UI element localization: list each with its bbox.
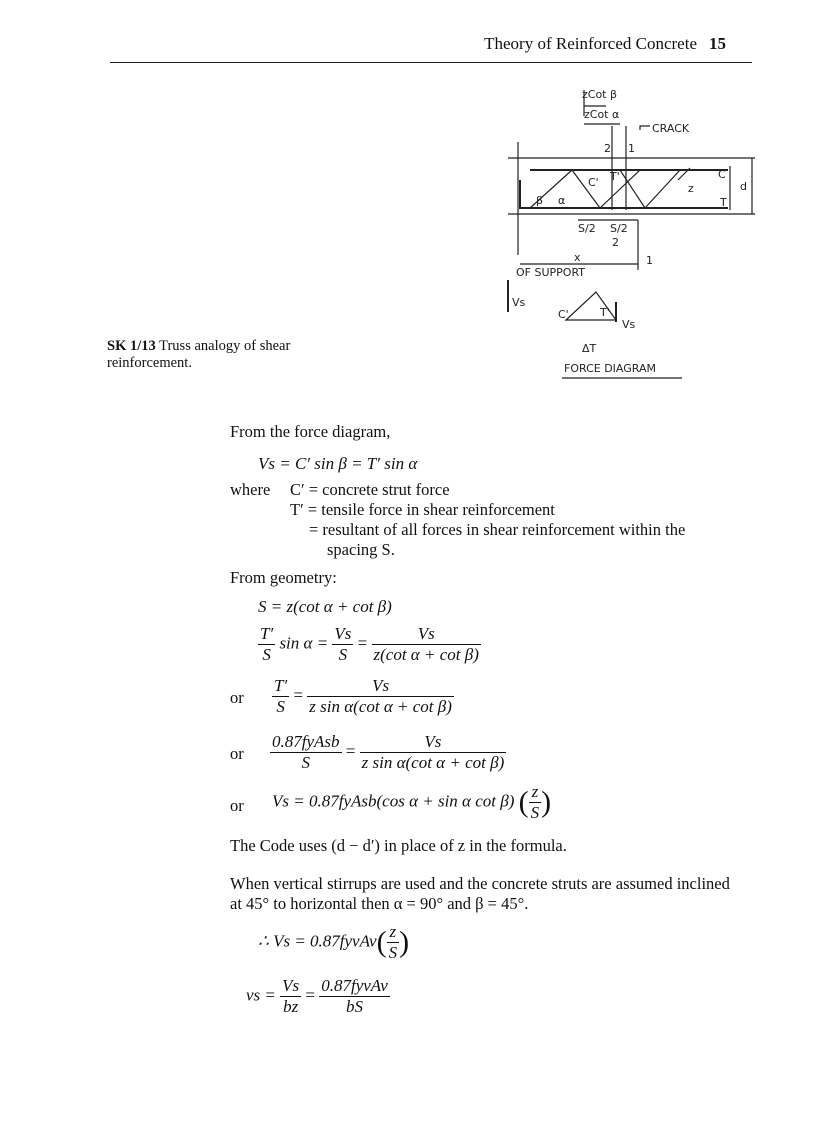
equation-4: $\frac{T'}{S}$ = $\frac{Vs}{\text{z sin α(cot α + cot β)}}$	[274, 676, 452, 716]
label-c: C	[718, 168, 726, 181]
or-2: or	[230, 744, 244, 763]
e3-rhs-den: z(cot α + cot β)	[373, 645, 479, 664]
label-vs-right: Vs	[622, 318, 636, 331]
para-code: The Code uses (d − d′) in place of z in the formula.	[230, 836, 567, 855]
where-line-4: spacing S.	[327, 540, 395, 559]
e3-mid-num: Vs	[334, 624, 352, 643]
e5-lhs-num: 0.87fyAsb	[272, 732, 340, 751]
equation-1: Vs = C′ sin β = T′ sin α	[258, 454, 418, 473]
figure-caption	[107, 338, 290, 372]
e5-rhs-num: Vs	[360, 732, 507, 753]
truss-diagram	[500, 80, 770, 380]
fd-label-dt: ΔT	[582, 342, 597, 355]
caption-text-2: reinforcement.	[107, 355, 192, 371]
label-tprime: T'	[610, 170, 620, 183]
e8-b-num: 0.87fyvAv	[321, 976, 388, 995]
page-number: 15	[709, 34, 726, 53]
equation-8: vs = $\frac{Vs}{bz}$ = $\frac{\text{0.87fyvAv}}{bS}$	[246, 976, 388, 1016]
label-s2a: S/2	[578, 222, 596, 235]
strut-3	[645, 170, 680, 208]
para-force-diagram: From the force diagram,	[230, 422, 391, 441]
label-t: T	[720, 196, 727, 209]
caption-text: Truss analogy of shear	[159, 338, 291, 354]
equation-7: ∴ Vs = 0.87fyvAv( $\frac{z}{S}$ )	[258, 922, 410, 962]
equation-5: $\frac{\text{0.87fyAsb}}{S}$ = $\frac{Vs}{\text{z sin α(cot α + cot β)}}$	[272, 732, 505, 772]
e8-a-num: Vs	[282, 976, 300, 995]
equation-3: $\frac{T'}{S}$ sin α = $\frac{Vs}{S}$ = $\frac{Vs}{\text{z(cot α + cot β)}}$	[260, 624, 479, 664]
e6-num: z	[529, 782, 542, 803]
e4-lhs-num: T′	[274, 676, 288, 695]
fd-label-c: C'	[558, 308, 569, 321]
equation-6: Vs = 0.87fyAsb(cos α + sin α cot β) ( $\frac{z}{S}$ )	[272, 782, 552, 822]
para-stirrups-1: When vertical stirrups are used and the concrete struts are assumed inclined	[230, 874, 730, 893]
e4-rhs-den: z sin α(cot α + cot β)	[309, 697, 452, 716]
e6-lhs: Vs = 0.87fyAsb(cos α + sin α cot β)	[272, 791, 515, 811]
e8-a-den: bz	[283, 997, 299, 1016]
e3-sin: sin α =	[279, 633, 329, 653]
header-title: Theory of Reinforced Concrete	[484, 34, 697, 53]
where-line-3: = resultant of all forces in shear reinforcement within the	[309, 520, 686, 539]
label-crack: CRACK	[652, 122, 690, 135]
tie-2	[620, 170, 645, 208]
e3-rhs-num: Vs	[372, 624, 481, 645]
where-label: where	[230, 480, 271, 499]
label-d: d	[740, 180, 747, 193]
where-line-1: C′ = concrete strut force	[290, 480, 450, 499]
label-1a: 1	[628, 142, 635, 155]
e5-rhs-den: z sin α(cot α + cot β)	[361, 753, 505, 772]
e5-lhs-den: S	[301, 753, 311, 772]
running-header	[484, 34, 726, 54]
or-1: or	[230, 688, 244, 707]
label-2a: 2	[604, 142, 611, 155]
e7-den: S	[388, 943, 398, 962]
label-zcot-alpha: zCot α	[584, 108, 620, 121]
label-zcot-beta: zCot β	[582, 88, 618, 101]
label-force-diagram: FORCE DIAGRAM	[564, 362, 656, 375]
e7-num: z	[387, 922, 400, 943]
para-stirrups-2: at 45° to horizontal then α = 90° and β = 45°.	[230, 894, 529, 913]
label-z: z	[688, 182, 694, 195]
label-1b: 1	[646, 254, 653, 267]
para-geometry: From geometry:	[230, 568, 337, 587]
e7-lhs: ∴ Vs = 0.87fyvAv	[258, 931, 377, 951]
label-vs-left: Vs	[512, 296, 526, 309]
e6-den: S	[530, 803, 540, 822]
label-support: OF SUPPORT	[516, 266, 586, 279]
equation-2: S = z(cot α + cot β)	[258, 597, 392, 616]
e8-lhs: vs =	[246, 985, 276, 1005]
header-rule	[110, 62, 752, 63]
e4-lhs-den: S	[276, 697, 285, 716]
label-s2b: S/2	[610, 222, 628, 235]
where-line-2: T′ = tensile force in shear reinforcement	[290, 500, 555, 519]
bottom-chord	[520, 180, 728, 208]
label-cprime: C'	[588, 176, 599, 189]
label-alpha: α	[558, 194, 566, 207]
e4-rhs-num: Vs	[307, 676, 454, 697]
crack-leader	[640, 126, 650, 130]
label-beta: β	[536, 194, 544, 207]
e3-lhs-den: S	[262, 645, 271, 664]
e3-mid-den: S	[338, 645, 348, 664]
e3-lhs-num: T′	[260, 624, 274, 643]
caption-id: SK 1/13	[107, 338, 156, 354]
label-2b: 2	[612, 236, 619, 249]
label-x: x	[574, 251, 581, 264]
strut-2	[600, 170, 640, 208]
e8-b-den: bS	[346, 997, 364, 1016]
or-3: or	[230, 796, 244, 815]
fd-label-t: T'	[600, 306, 610, 319]
